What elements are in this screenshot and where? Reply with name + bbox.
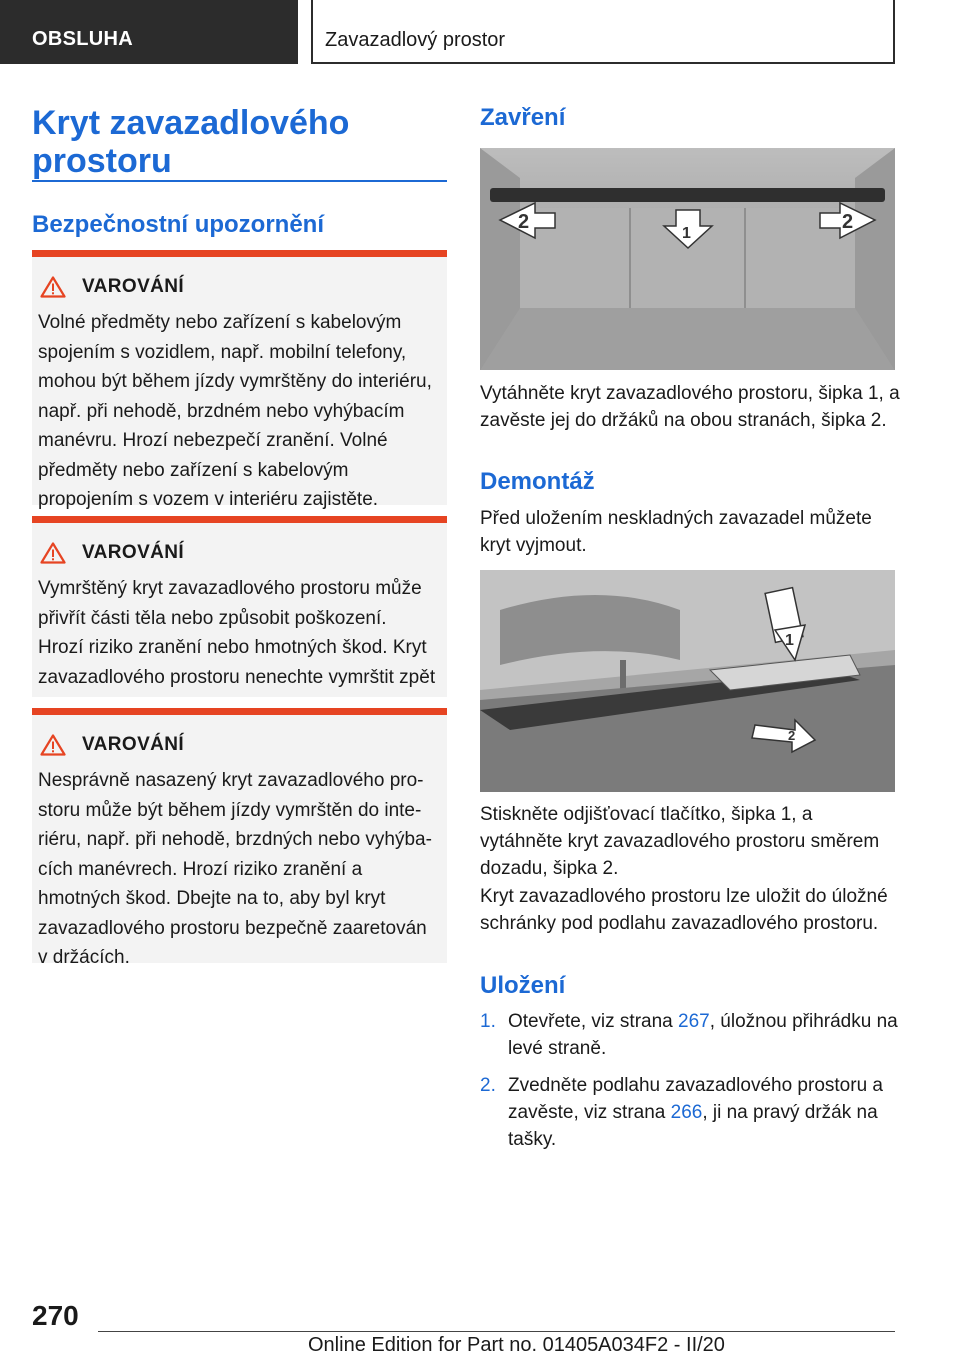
footer-divider [98, 1331, 895, 1332]
warning-triangle-icon [40, 276, 66, 298]
page-link-267[interactable]: 267 [678, 1011, 710, 1032]
closing-caption: Vytáhněte kryt zavazadlového prostoru, šipka 1, a zavěste jej do držáků na obou stranách, šipka 2. [480, 383, 900, 431]
list-item [480, 1072, 900, 1153]
footer-edition: Online Edition for Part no. 01405A034F2 - II/20 [308, 1334, 725, 1356]
arrow-label: 2 [788, 728, 796, 743]
step-number: 1. [480, 1011, 496, 1032]
removal-intro: Před uložením neskladných zavazadel můžete kryt vyjmout. [480, 508, 872, 556]
page-number: 270 [32, 1300, 79, 1331]
step-number: 2. [480, 1075, 496, 1096]
warning-label: VAROVÁNÍ [82, 276, 185, 297]
warning-bar [32, 250, 447, 257]
list-item [480, 1008, 900, 1062]
storage-steps [480, 1008, 900, 1163]
warning-text: Volné předměty nebo zařízení s kabelovým spojením s vozidlem, např. mobilní telefony, mohou být během jízdy vymrštěny do interiéru, např. při nehodě, brzdném nebo vyhýbacím manévru. Hrozí nebezpečí zranění. Volné předměty nebo zařízení s kabelovým propojením s vozem v interiéru zajistěte. [38, 312, 432, 510]
page-link-266[interactable]: 266 [670, 1102, 703, 1123]
arrow-label: 2 [518, 211, 530, 233]
step-text-before: Zvedněte podlahu zavazadlového prostoru a zavěste, viz strana [508, 1075, 883, 1123]
warning-text: Vymrštěný kryt zavazadlového prostoru může přivřít části těla nebo způsobit poškození. Hrozí riziko zranění nebo hmotných škod. Kryt zavazadlového prostoru nenechte vymrštit zpět [38, 578, 436, 688]
cargo-cover-closing-photo [480, 148, 895, 370]
header-chapter-label: Zavazadlový prostor [325, 29, 506, 51]
warning-box-3 [32, 708, 447, 968]
closing-heading: Zavření [480, 104, 566, 131]
arrow-label: 1 [682, 225, 691, 242]
warning-box-2 [32, 516, 447, 697]
step-text-after: , ji na pravý držák na tašky. [508, 1102, 878, 1150]
warning-triangle-icon [40, 734, 66, 756]
warning-bar [32, 708, 447, 715]
removal-caption-2: Kryt zavazadlového prostoru lze uložit do úložné schránky pod podlahu zavazadlového prostoru. [480, 886, 888, 934]
arrow-label: 1 [785, 632, 794, 649]
warning-bar [32, 516, 447, 523]
header-section-label: OBSLUHA [32, 28, 133, 50]
arrow-label: 2 [842, 211, 854, 233]
title-divider [32, 180, 447, 182]
removal-caption-1: Stiskněte odjišťovací tlačítko, šipka 1, a vytáhněte kryt zavazadlového prostoru směrem dozadu, šipka 2. [480, 804, 880, 879]
page-title: Kryt zavazadlového prostoru [32, 104, 350, 180]
storage-heading: Uložení [480, 972, 566, 999]
safety-subtitle: Bezpečnostní upozornění [32, 211, 325, 238]
step-text-after: , úložnou přihrádku na levé straně. [508, 1011, 898, 1059]
warning-triangle-icon [40, 542, 66, 564]
warning-label: VAROVÁNÍ [82, 542, 185, 563]
step-text-before: Otevřete, viz strana [508, 1011, 679, 1032]
removal-heading: Demontáž [480, 468, 595, 495]
warning-text: Nesprávně nasazený kryt zavazadlového prostoru může být během jízdy vymrštěn do interiéru, např. při nehodě, brzdných nebo vyhýbacích manévrech. Hrozí riziko zranění a hmotných škod. Dbejte na to, aby byl kryt zavazadlového prostoru bezpečně zaaretován v držácích. [38, 770, 432, 968]
warning-label: VAROVÁNÍ [82, 734, 185, 755]
cargo-cover-removal-photo [480, 570, 895, 792]
warning-box-1 [32, 250, 447, 510]
